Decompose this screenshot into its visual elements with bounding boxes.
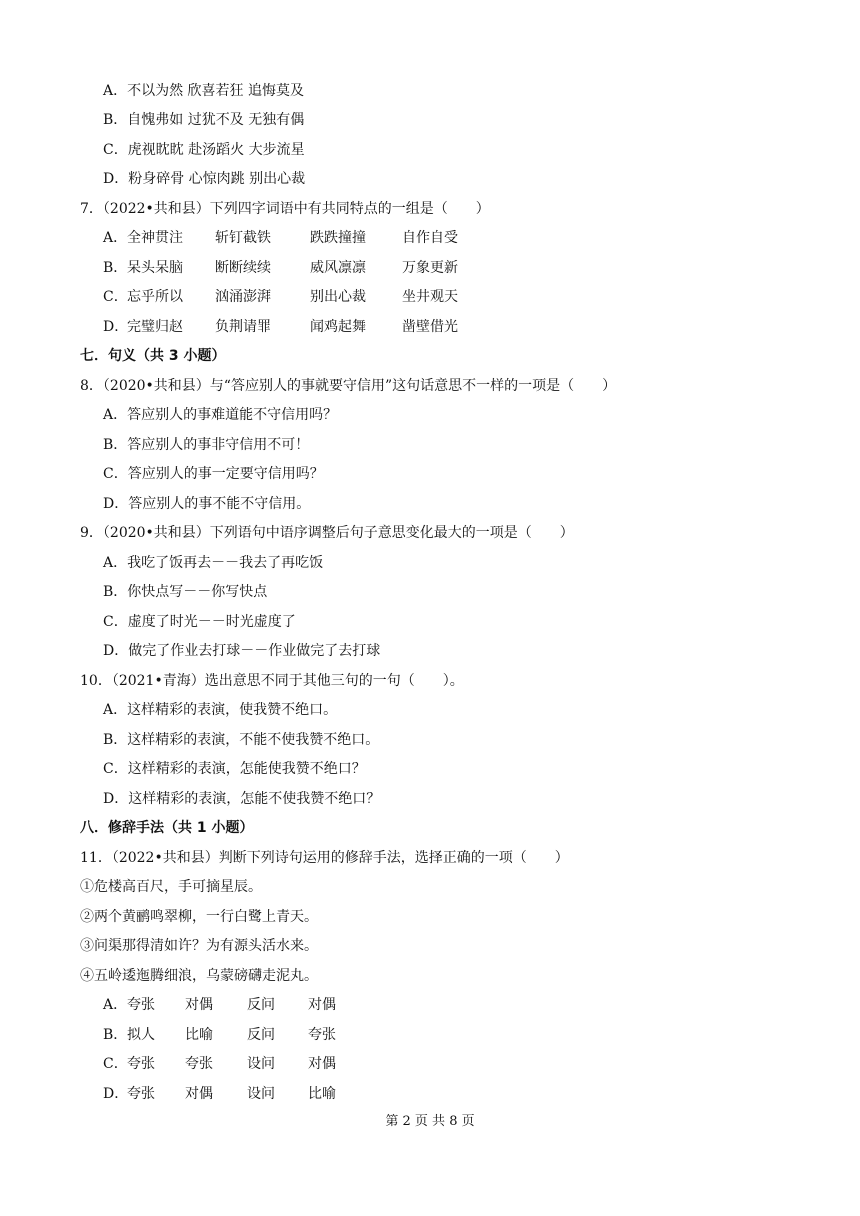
word: 呆头呆脑	[127, 260, 183, 276]
q9-option-b: B．你快点写－－你写快点	[103, 584, 268, 600]
option-label: C．	[103, 289, 128, 305]
q11-poem-4: ④五岭逶迤腾细浪，乌蒙磅礴走泥丸。	[80, 968, 318, 984]
word: 设问	[247, 1056, 275, 1072]
q11-poem-3: ③问渠那得清如许？为有源头活水来。	[80, 938, 318, 954]
word: 比喻	[308, 1086, 336, 1102]
word: 断断续续	[215, 260, 271, 276]
q10-option-d: D．这样精彩的表演，怎能不使我赞不绝口？	[103, 791, 381, 807]
option-label: B．	[103, 1027, 128, 1043]
q11-option-a	[103, 995, 336, 1015]
q6-option-b: B．自愧弗如 过犹不及 无独有偶	[103, 112, 305, 128]
option-label: D．	[103, 319, 129, 335]
q10-stem: 10．（2021•青海）选出意思不同于其他三句的一句（ ）。	[80, 673, 464, 689]
option-label: B．	[103, 260, 128, 276]
q7-option-c	[103, 287, 458, 307]
q8-option-a: A．答应别人的事难道能不守信用吗？	[103, 407, 338, 423]
word: 闻鸡起舞	[310, 319, 366, 335]
word: 对偶	[185, 997, 213, 1013]
word: 斩钉截铁	[215, 230, 271, 246]
word: 完璧归赵	[127, 319, 183, 335]
q6-option-c: C．虎视眈眈 赴汤蹈火 大步流星	[103, 142, 305, 158]
q8-option-d: D．答应别人的事不能不守信用。	[103, 496, 311, 512]
word: 夸张	[127, 1056, 155, 1072]
section-heading-8: 八．修辞手法（共 1 小题）	[80, 820, 254, 836]
q11-poem-2: ②两个黄鹂鸣翠柳，一行白鹭上青天。	[80, 909, 318, 925]
option-label: A．	[103, 997, 128, 1013]
word: 汹涌澎湃	[215, 289, 271, 305]
q7-option-a	[103, 228, 458, 248]
word: 别出心裁	[310, 289, 366, 305]
word: 反问	[247, 997, 275, 1013]
word: 比喻	[185, 1027, 213, 1043]
page-footer: 第 2 页 共 8 页	[385, 1114, 475, 1129]
q9-option-c: C．虚度了时光－－时光虚度了	[103, 614, 296, 630]
q10-option-a: A．这样精彩的表演，使我赞不绝口。	[103, 702, 338, 718]
word: 设问	[247, 1086, 275, 1102]
q10-option-b: B．这样精彩的表演，不能不使我赞不绝口。	[103, 732, 380, 748]
word: 夸张	[185, 1056, 213, 1072]
q8-option-c: C．答应别人的事一定要守信用吗？	[103, 466, 324, 482]
word: 夸张	[308, 1027, 336, 1043]
word: 夸张	[127, 1086, 155, 1102]
word: 夸张	[127, 997, 155, 1013]
q11-option-b	[103, 1025, 336, 1045]
word: 拟人	[127, 1027, 155, 1043]
q7-option-b	[103, 258, 458, 278]
word: 对偶	[308, 1056, 336, 1072]
q6-option-a: A．不以为然 欣喜若狂 追悔莫及	[103, 83, 305, 99]
word: 对偶	[185, 1086, 213, 1102]
word: 跌跌撞撞	[310, 230, 366, 246]
option-label: A．	[103, 230, 128, 246]
option-label: C．	[103, 1056, 128, 1072]
q8-stem: 8．（2020•共和县）与“答应别人的事就要守信用”这句话意思不一样的一项是（ ）	[80, 378, 617, 394]
word: 忘乎所以	[127, 289, 183, 305]
option-label: D．	[103, 1086, 129, 1102]
q8-option-b: B．答应别人的事非守信用不可！	[103, 437, 310, 453]
q9-option-a: A．我吃了饭再去－－我去了再吃饭	[103, 555, 324, 571]
q11-poem-1: ①危楼高百尺，手可摘星辰。	[80, 879, 262, 895]
q9-stem: 9．（2020•共和县）下列语句中语序调整后句子意思变化最大的一项是（ ）	[80, 525, 574, 541]
q11-stem: 11．（2022•共和县）判断下列诗句运用的修辞手法，选择正确的一项（ ）	[80, 850, 569, 866]
q11-option-c	[103, 1054, 336, 1074]
word: 对偶	[308, 997, 336, 1013]
word: 负荆请罪	[215, 319, 271, 335]
word: 坐井观天	[402, 289, 458, 305]
q9-option-d: D．做完了作业去打球－－作业做完了去打球	[103, 643, 381, 659]
word: 全神贯注	[127, 230, 183, 246]
q11-option-d	[103, 1084, 336, 1104]
word: 凿壁借光	[402, 319, 458, 335]
q10-option-c: C．这样精彩的表演，怎能使我赞不绝口？	[103, 761, 366, 777]
section-heading-7: 七．句义（共 3 小题）	[80, 348, 226, 364]
word: 自作自受	[402, 230, 458, 246]
word: 万象更新	[402, 260, 458, 276]
q7-option-d	[103, 317, 458, 337]
word: 反问	[247, 1027, 275, 1043]
q6-option-d: D．粉身碎骨 心惊肉跳 别出心裁	[103, 171, 306, 187]
word: 威风凛凛	[310, 260, 366, 276]
q7-stem: 7．（2022•共和县）下列四字词语中有共同特点的一组是（ ）	[80, 201, 490, 217]
